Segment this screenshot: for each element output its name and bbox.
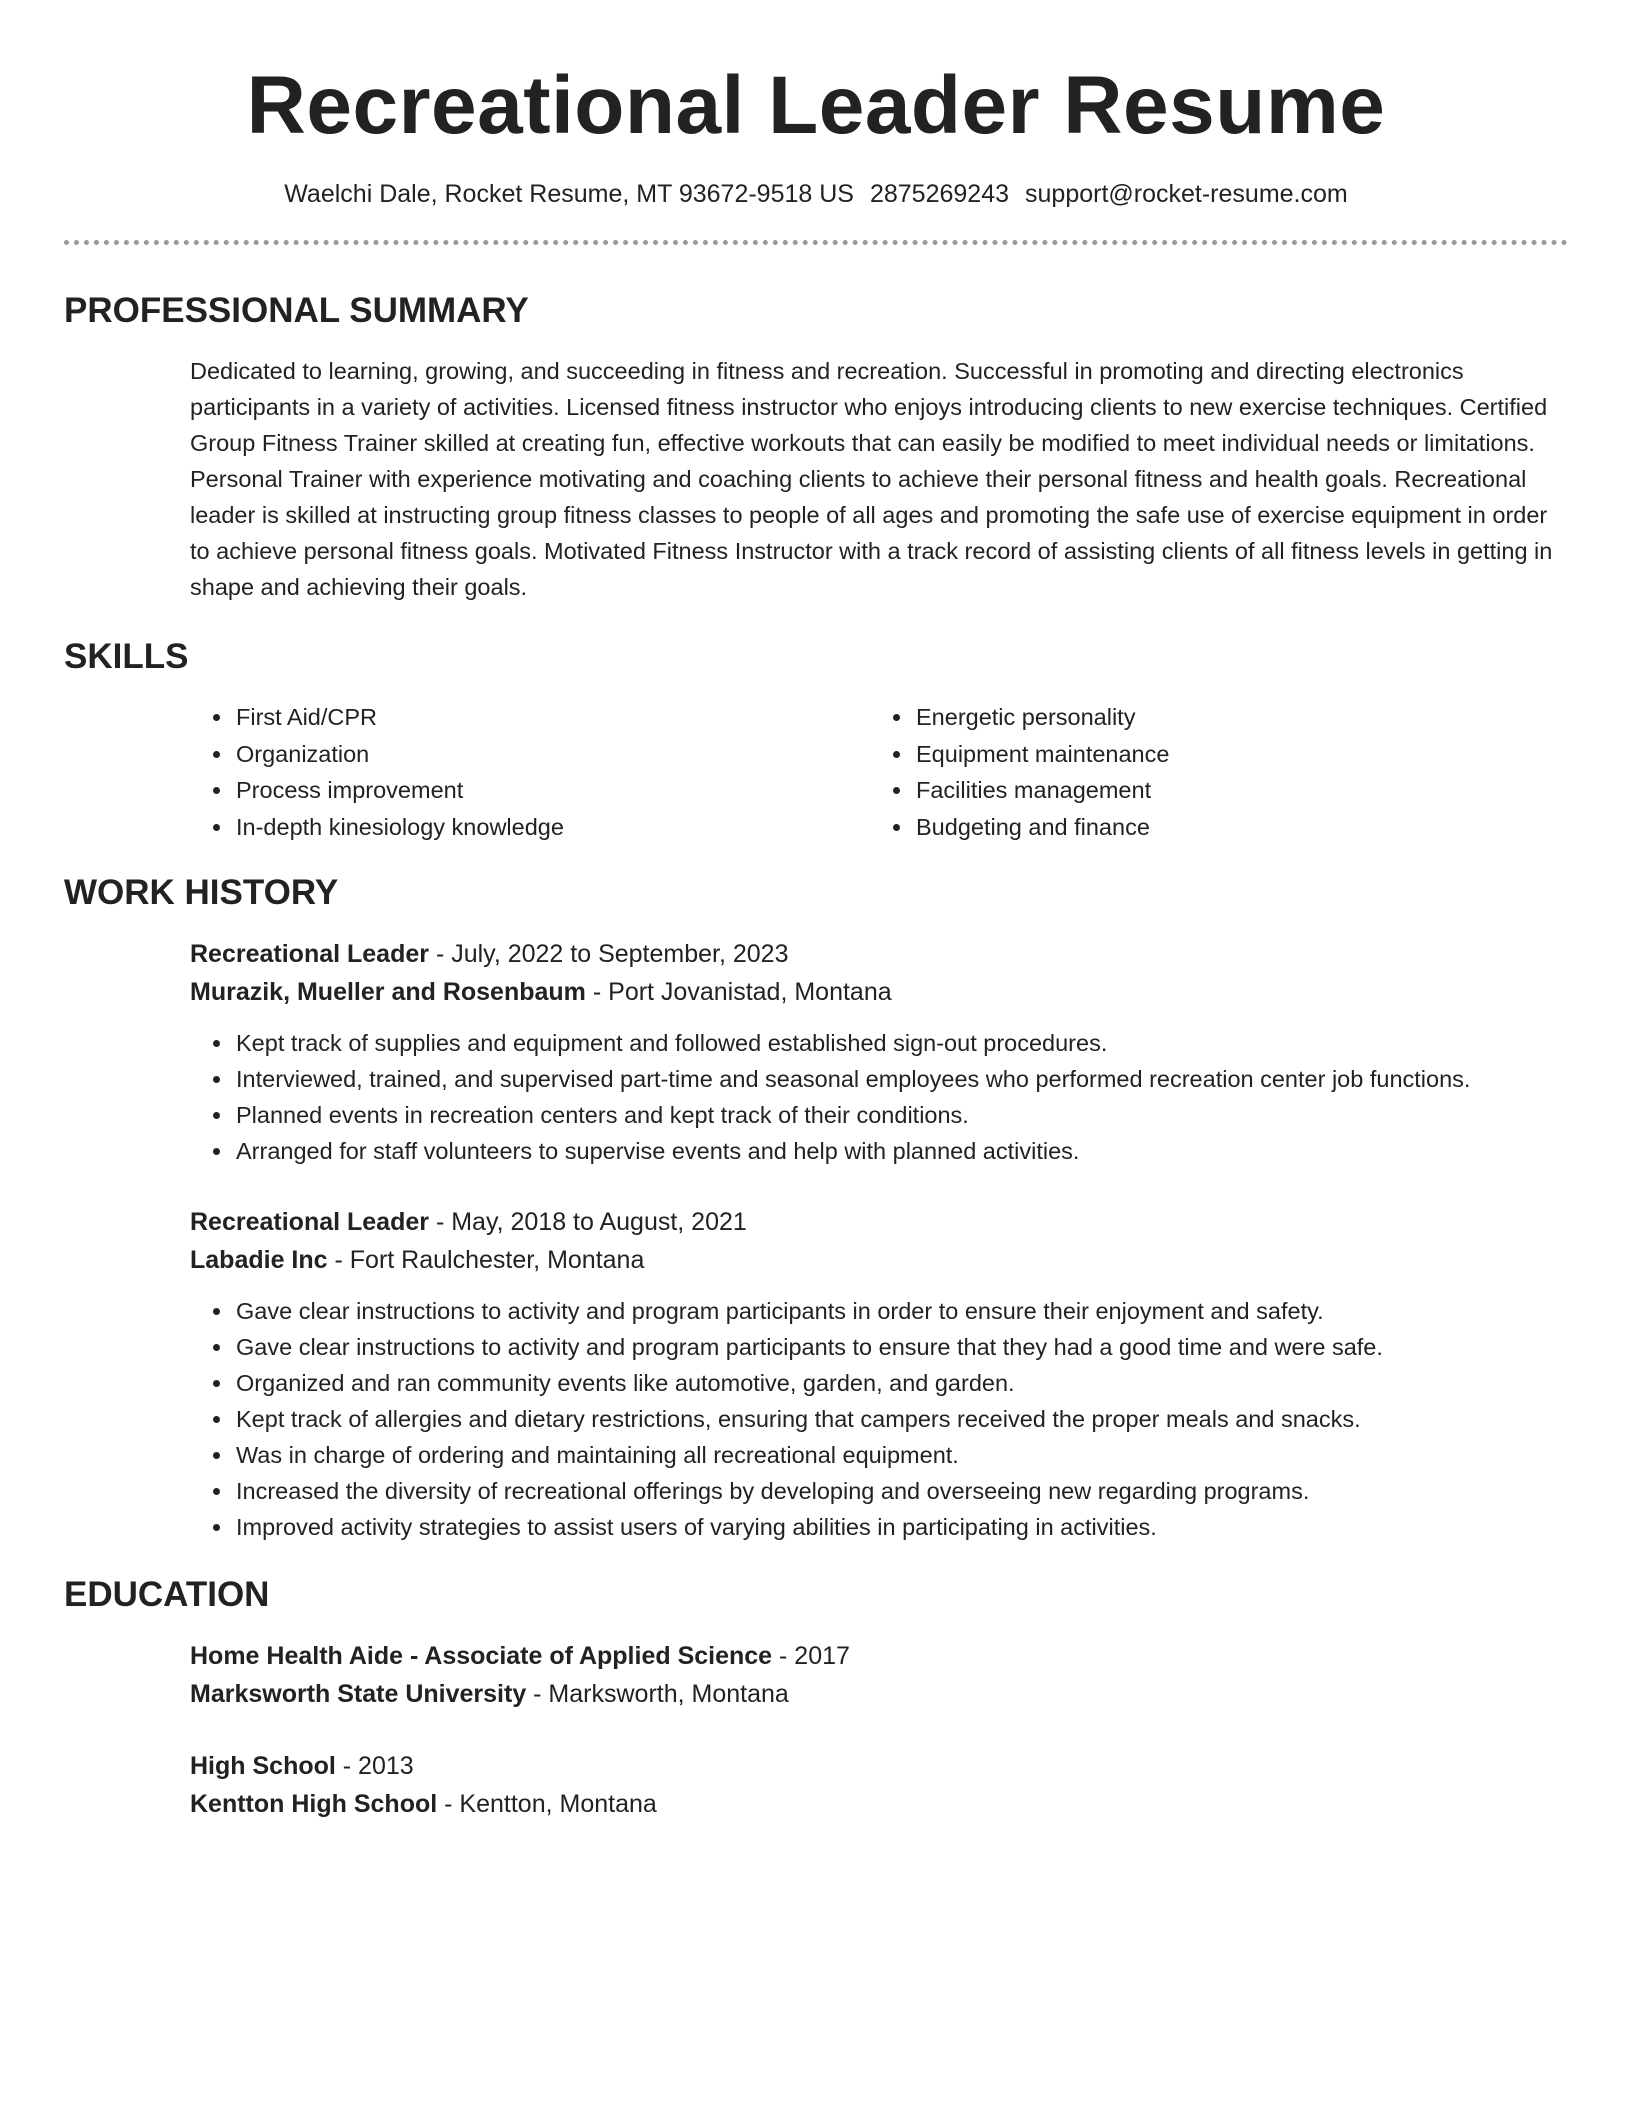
education-school: Marksworth State University	[190, 1680, 527, 1708]
job-title-line	[190, 1203, 1568, 1241]
skill-item: • Budgeting and finance	[914, 809, 1550, 846]
skills-column-left	[190, 699, 870, 845]
education-location: - Kentton, Montana	[437, 1790, 657, 1818]
job-duty: • Kept track of supplies and equipment and followed established sign-out procedures.	[234, 1025, 1568, 1061]
job-company: Murazik, Mueller and Rosenbaum	[190, 978, 586, 1006]
job-duty: • Planned events in recreation centers and kept track of their conditions.	[234, 1097, 1568, 1133]
job-dates: - July, 2022 to September, 2023	[429, 940, 789, 968]
job-duty: • Arranged for staff volunteers to supervise events and help with planned activities.	[234, 1133, 1568, 1169]
skill-item: • First Aid/CPR	[234, 699, 870, 736]
education-heading: EDUCATION	[64, 1575, 270, 1614]
work-history-heading: WORK HISTORY	[64, 873, 339, 912]
education-year: - 2017	[772, 1642, 850, 1670]
job-entry	[190, 1203, 1568, 1545]
education-entry	[190, 1747, 1568, 1823]
skill-item: • Process improvement	[234, 772, 870, 809]
job-duty: • Gave clear instructions to activity and program participants to ensure that they had a good time and were safe.	[234, 1329, 1568, 1365]
education-degree-line	[190, 1637, 1568, 1675]
job-entry	[190, 935, 1568, 1169]
job-duty: • Gave clear instructions to activity and program participants in order to ensure their enjoyment and safety.	[234, 1293, 1568, 1329]
education-degree: High School	[190, 1752, 336, 1780]
job-duty: • Was in charge of ordering and maintaining all recreational equipment.	[234, 1437, 1568, 1473]
skills-heading: SKILLS	[64, 637, 189, 676]
job-company: Labadie Inc	[190, 1246, 328, 1274]
job-location: - Port Jovanistad, Montana	[585, 978, 892, 1006]
job-title: Recreational Leader	[190, 1208, 429, 1236]
job-duty: • Organized and ran community events like automotive, garden, and garden.	[234, 1365, 1568, 1401]
header-divider	[64, 240, 1568, 245]
job-duties	[190, 1025, 1568, 1169]
skill-item: • Equipment maintenance	[914, 736, 1550, 773]
job-duty: • Kept track of allergies and dietary restrictions, ensuring that campers received the proper meals and snacks.	[234, 1401, 1568, 1437]
skill-item: • In-depth kinesiology knowledge	[234, 809, 870, 846]
contact-email: support@rocket-resume.com	[1025, 180, 1348, 208]
education-school-line	[190, 1785, 1568, 1823]
education-location: - Marksworth, Montana	[526, 1680, 789, 1708]
summary-heading: PROFESSIONAL SUMMARY	[64, 291, 529, 330]
job-dates: - May, 2018 to August, 2021	[429, 1208, 747, 1236]
job-location: - Fort Raulchester, Montana	[327, 1246, 645, 1274]
education-degree: Home Health Aide - Associate of Applied Science	[190, 1642, 773, 1670]
skills-column-right	[870, 699, 1550, 845]
job-duty: • Interviewed, trained, and supervised part-time and seasonal employees who performed recreation center job functions.	[234, 1061, 1568, 1097]
contact-line	[64, 178, 1568, 210]
skill-item: • Facilities management	[914, 772, 1550, 809]
job-duty: • Improved activity strategies to assist users of varying abilities in participating in activities.	[234, 1509, 1568, 1545]
job-duties	[190, 1293, 1568, 1545]
education-school-line	[190, 1675, 1568, 1713]
job-duty: • Increased the diversity of recreational offerings by developing and overseeing new regarding programs.	[234, 1473, 1568, 1509]
skill-item: • Organization	[234, 736, 870, 773]
contact-address: Waelchi Dale, Rocket Resume, MT 93672-9518 US	[284, 180, 854, 208]
job-company-line	[190, 973, 1568, 1011]
skills-list	[190, 699, 1568, 845]
job-company-line	[190, 1241, 1568, 1279]
education-entry	[190, 1637, 1568, 1713]
education-year: - 2013	[335, 1752, 414, 1780]
summary-text: Dedicated to learning, growing, and succeeding in fitness and recreation. Successful in promoting and directing electronics participants in a variety of activities. Licensed fitness instructor who enjoys introducing clients to new exercise techniques. Certified Group Fitness Trainer skilled at creating fun, effective workouts that can easily be modified to meet individual needs or limitations. Personal Trainer with experience motivating and coaching clients to achieve their personal fitness and health goals. Recreational leader is skilled at instructing group fitness classes to people of all ages and promoting the safe use of exercise equipment in order to achieve personal fitness goals. Motivated Fitness Instructor with a track record of assisting clients of all fitness levels in getting in shape and achieving their goals.	[190, 358, 1553, 600]
job-title: Recreational Leader	[190, 940, 429, 968]
education-degree-line	[190, 1747, 1568, 1785]
resume-page	[64, 0, 1568, 1823]
contact-phone: 2875269243	[869, 180, 1010, 208]
skill-item: • Energetic personality	[914, 699, 1550, 736]
education-school: Kentton High School	[190, 1790, 438, 1818]
job-title-line	[190, 935, 1568, 973]
resume-title: Recreational Leader Resume	[246, 60, 1386, 151]
